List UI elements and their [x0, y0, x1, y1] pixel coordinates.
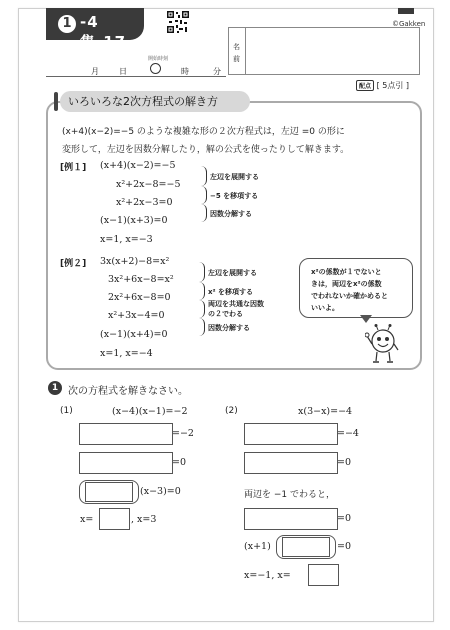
ex2-line: (x−1)(x+4)=0 — [100, 329, 168, 340]
name-label-1: 名 — [233, 43, 240, 51]
ex2-note: 両辺を共通な因数 — [208, 300, 264, 308]
qr-code-icon[interactable] — [166, 10, 190, 34]
answer-box[interactable] — [282, 537, 330, 557]
part-1-rhs: =0 — [172, 457, 187, 468]
question-prompt: 次の方程式を解きなさい。 — [68, 386, 188, 397]
score-badge: 配点 — [356, 80, 374, 91]
ex2-line: x²+3x−4=0 — [108, 310, 165, 321]
score-value: [ 5点引 ] — [376, 81, 409, 90]
answer-box[interactable] — [244, 423, 338, 445]
bubble-tail — [360, 315, 372, 323]
example-2-label: [例２] — [60, 259, 87, 269]
ex1-line: x²+2x−3=0 — [116, 197, 173, 208]
ex1-note: −5 を移項する — [210, 192, 259, 200]
unit-title: -4集-17 — [80, 13, 127, 51]
name-label-2: 前 — [233, 55, 240, 63]
panel-title — [60, 91, 250, 112]
part-1-answer-suffix: , x=3 — [131, 514, 157, 525]
date-underline — [46, 76, 226, 77]
title-bar — [54, 92, 58, 111]
part-2-factor-head: (x+1) — [244, 541, 271, 552]
question-number: 1 — [48, 381, 62, 395]
example-1-label: [例１] — [60, 163, 87, 173]
brace — [198, 262, 205, 282]
answer-box[interactable] — [308, 564, 339, 586]
ex2-note: 左辺を展開する — [208, 269, 257, 277]
part-1-rhs: =−2 — [172, 428, 194, 439]
ex2-note: 因数分解する — [208, 324, 250, 332]
panel-title-text: いろいろな2次方程式の解き方 — [68, 95, 218, 108]
answer-box[interactable] — [244, 508, 338, 530]
answer-box[interactable] — [99, 508, 130, 530]
unit-tab — [46, 8, 144, 51]
ex2-line: x=1, x=−4 — [100, 348, 153, 359]
ex2-line: 3x(x+2)−8=x² — [100, 256, 170, 267]
part-2-factor-tail: =0 — [337, 541, 352, 552]
month-label: 月 — [91, 67, 99, 76]
intro-line-2: 変形して，左辺を因数分解したり，解の公式を使ったりして解きます。 — [62, 145, 350, 155]
part-1-equation: (x−4)(x−1)=−2 — [112, 406, 188, 417]
part-2-rhs: =0 — [337, 513, 352, 524]
ex2-line: 3x²+6x−8=x² — [108, 274, 174, 285]
answer-box[interactable] — [79, 452, 173, 474]
ex1-line: x²+2x−8=−5 — [116, 179, 181, 190]
part-1-answer-prefix: x= — [80, 514, 94, 525]
ex1-line: x=1, x=−3 — [100, 234, 153, 245]
part-1-factor-tail: (x−3)=0 — [140, 486, 181, 497]
minute-label: 分 — [213, 67, 221, 76]
brace — [198, 282, 205, 300]
brace — [200, 186, 207, 204]
answer-box[interactable] — [244, 452, 338, 474]
bubble-line: いいよ。 — [311, 304, 339, 312]
bubble-line: きは，両辺をx²の係数 — [311, 280, 382, 288]
name-field[interactable] — [228, 27, 420, 75]
part-2-rhs: =0 — [337, 457, 352, 468]
part-2-equation: x(3−x)=−4 — [298, 406, 353, 417]
unit-number: 1 — [58, 15, 76, 33]
part-2-label: (2) — [225, 406, 238, 416]
bubble-line: でわれないか確かめると — [311, 292, 388, 300]
ex1-line: (x−1)(x+3)=0 — [100, 215, 168, 226]
clock-icon — [150, 63, 161, 74]
hour-label: 時 — [181, 67, 189, 76]
score-row — [356, 80, 409, 91]
name-divider — [245, 28, 246, 74]
answer-box[interactable] — [79, 423, 173, 445]
brace — [200, 204, 207, 222]
ex1-note: 左辺を展開する — [210, 173, 259, 181]
day-label: 日 — [119, 67, 127, 76]
mascot-icon — [365, 324, 401, 364]
brace — [200, 166, 207, 186]
part-2-rhs: =−4 — [337, 428, 359, 439]
brand-label: ©Gakken — [392, 20, 426, 28]
bubble-line: x²の係数が１でないと — [311, 268, 382, 276]
ex2-note: x² を移項する — [208, 288, 254, 296]
ex2-note: の２でわる — [208, 310, 243, 318]
ex2-line: 2x²+6x−8=0 — [108, 292, 171, 303]
part-2-divide-note: 両辺を −1 でわると， — [244, 490, 335, 500]
start-time-label: 開始時刻 — [148, 56, 169, 62]
part-2-answer-prefix: x=−1, x= — [244, 570, 291, 581]
corner-mark — [398, 8, 414, 14]
brace — [198, 318, 205, 336]
answer-box[interactable] — [85, 482, 133, 502]
ex1-note: 因数分解する — [210, 210, 252, 218]
intro-line-1: (x+4)(x−2)=−5 のような複雑な形の２次方程式は，左辺 =0 の形に — [62, 127, 345, 137]
part-1-label: (1) — [60, 406, 73, 416]
brace — [198, 300, 205, 318]
ex1-line: (x+4)(x−2)=−5 — [100, 160, 176, 171]
